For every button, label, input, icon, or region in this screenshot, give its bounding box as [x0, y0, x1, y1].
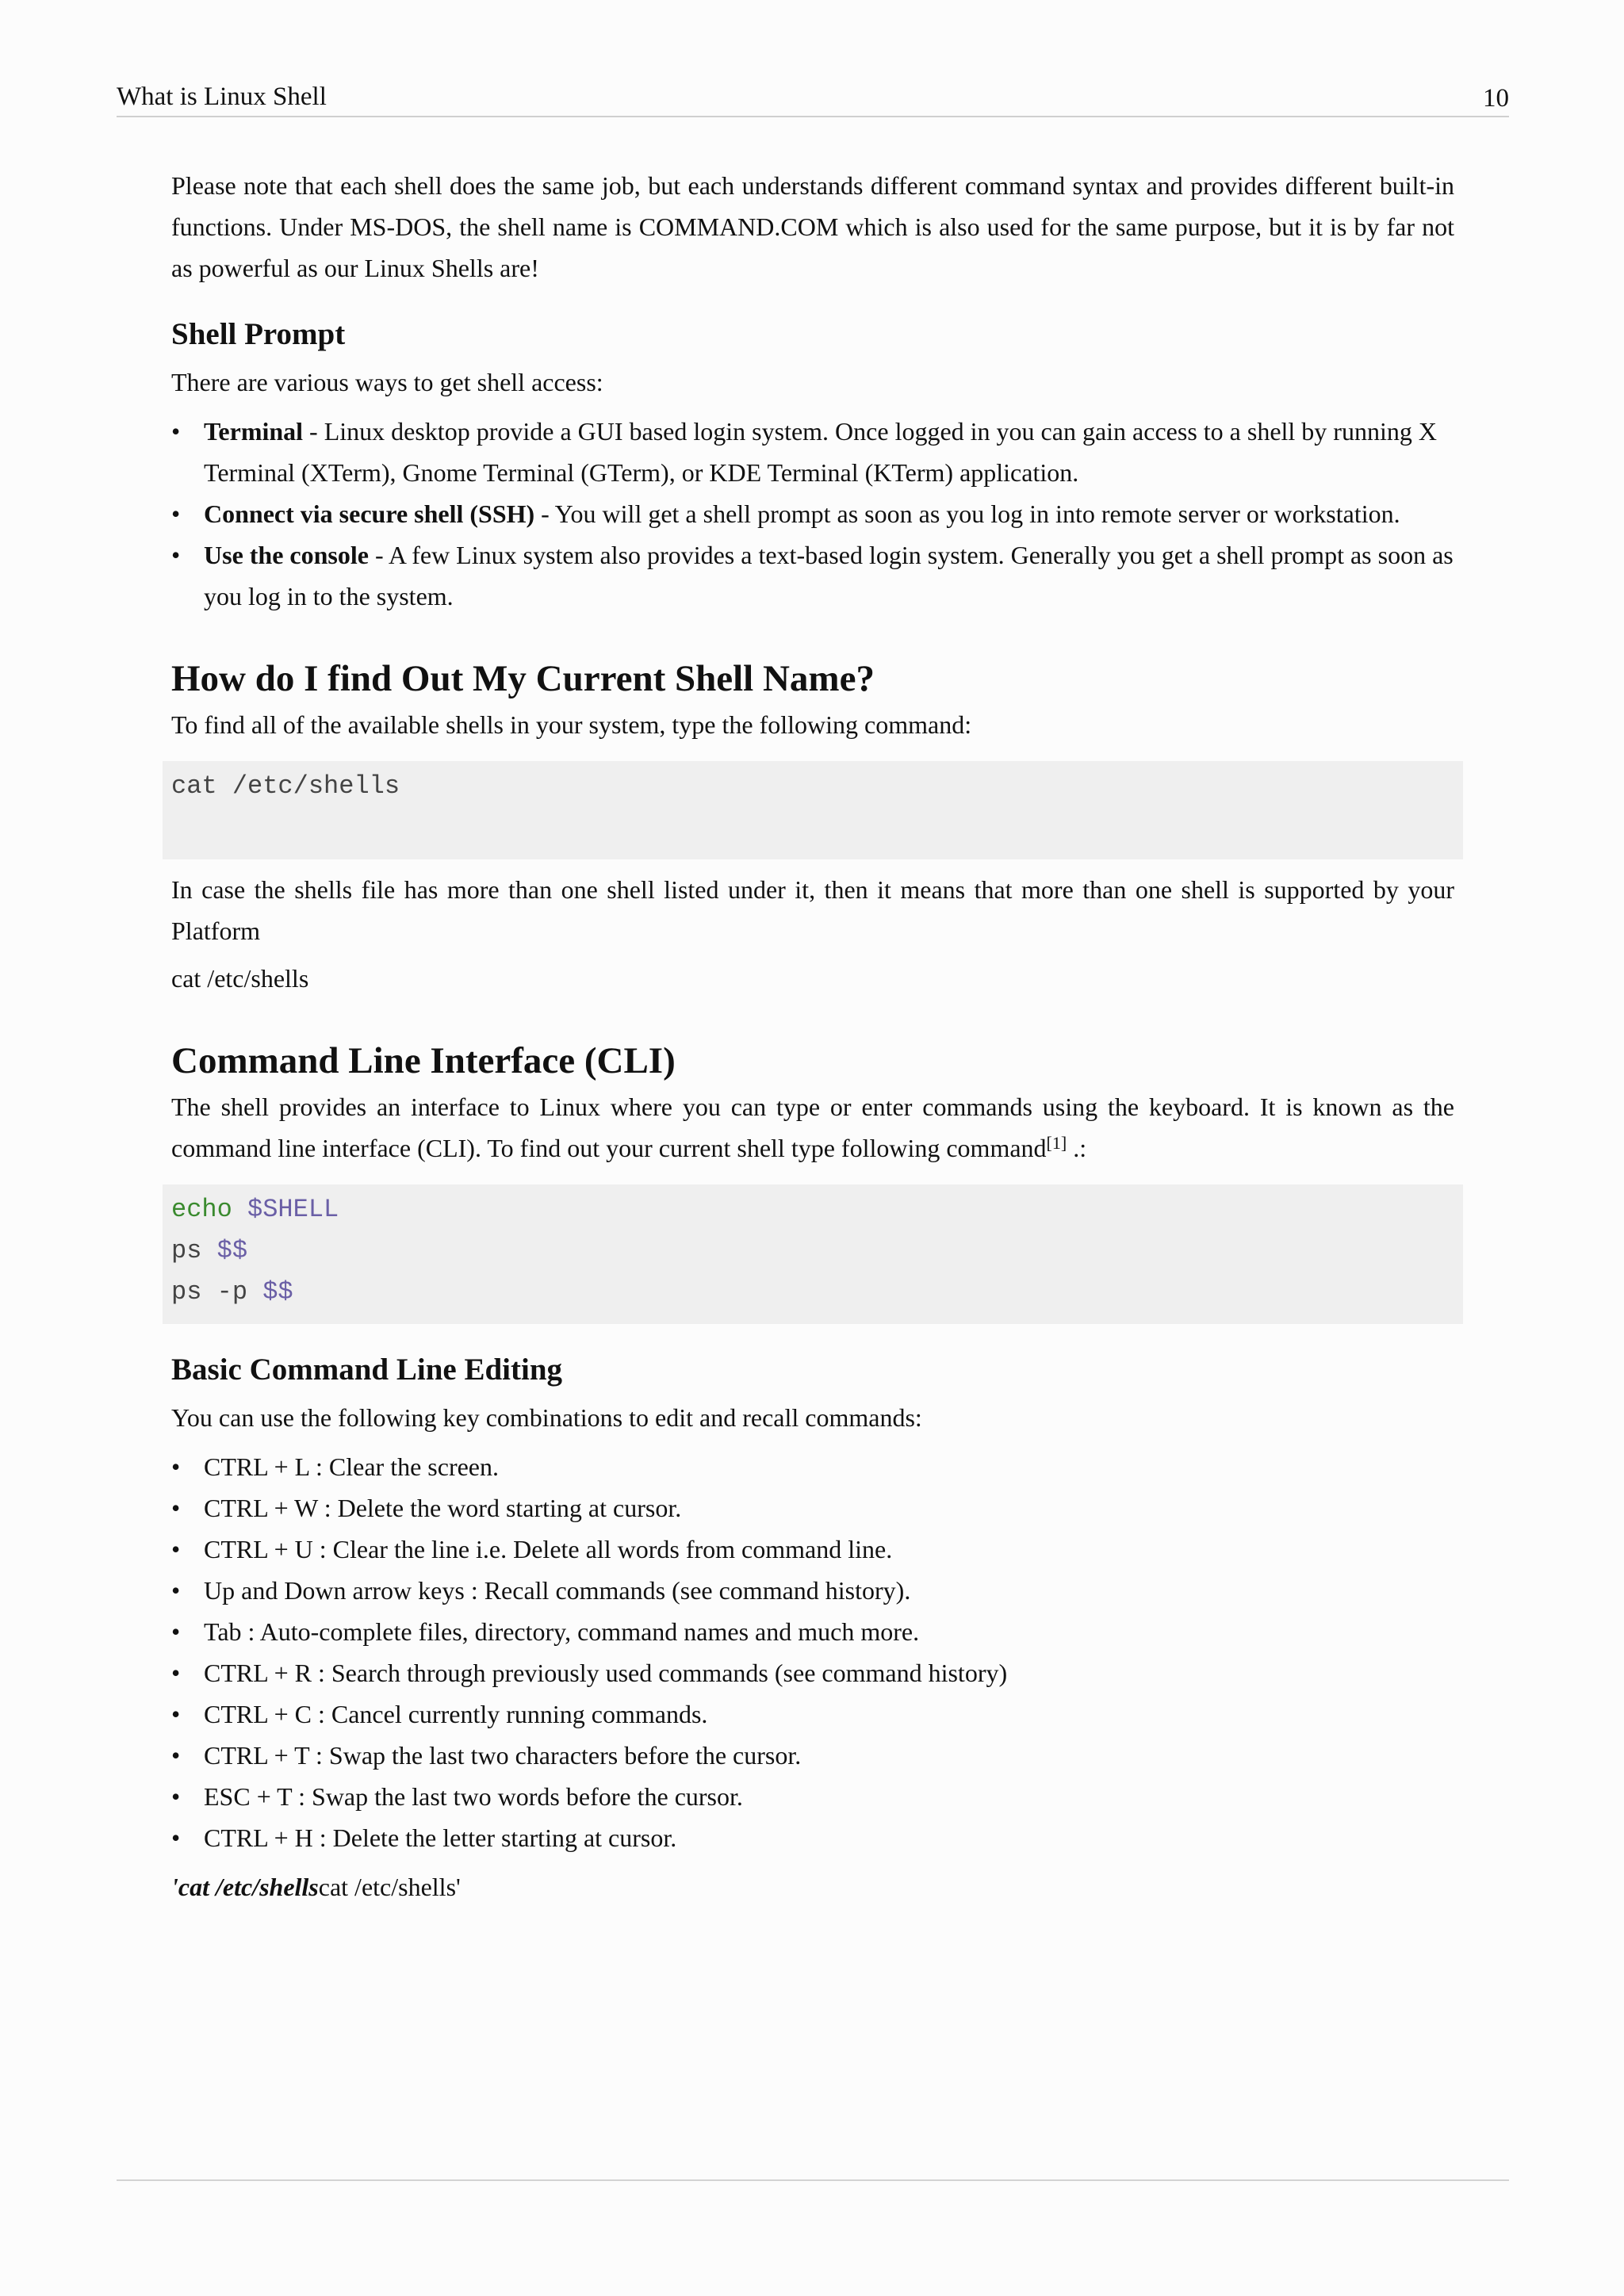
- list-item-term: Connect via secure shell (SSH): [204, 499, 535, 528]
- bullet-icon: •: [171, 499, 181, 528]
- header-title: What is Linux Shell: [117, 82, 327, 111]
- list-item: [171, 1652, 1454, 1693]
- editing-keys-list: [171, 1446, 1454, 1858]
- list-item: [171, 1693, 1454, 1735]
- intro-paragraph: Please note that each shell does the same job, but each understands different command syntax and provides different built-in functions. Under MS-DOS, the shell name is COMMAND.COM which is also used for the same purpose, but it is by far not as powerful as our Linux Shells are!: [171, 171, 1454, 282]
- list-item: [171, 1570, 1454, 1611]
- list-item: [171, 1487, 1454, 1529]
- list-item-text: ESC + T : Swap the last two words before the cursor.: [204, 1782, 743, 1811]
- code-block-shell-check: [163, 1184, 1463, 1324]
- bullet-icon: •: [171, 1576, 181, 1605]
- page-content: [171, 165, 1454, 1908]
- list-item: [171, 1529, 1454, 1570]
- list-item: [171, 1446, 1454, 1487]
- find-shell-lead: To find all of the available shells in your system, type the following command:: [171, 710, 972, 739]
- heading-cli: Command Line Interface (CLI): [171, 1040, 676, 1081]
- bullet-icon: •: [171, 1617, 181, 1646]
- code-variable: $SHELL: [247, 1195, 339, 1224]
- bullet-icon: •: [171, 1782, 181, 1811]
- list-item-term: Terminal: [204, 417, 304, 446]
- code-line: [171, 1189, 1463, 1230]
- code-variable: $$: [262, 1277, 293, 1307]
- final-line-bold: 'cat /etc/shells: [171, 1873, 319, 1901]
- code-variable: $$: [216, 1236, 248, 1265]
- bullet-icon: •: [171, 1659, 181, 1687]
- heading-shell-prompt: Shell Prompt: [171, 317, 346, 351]
- bullet-icon: •: [171, 417, 181, 446]
- page-number: 10: [1483, 84, 1509, 113]
- code-line: cat /etc/shells: [171, 771, 400, 801]
- final-line-rest: cat /etc/shells': [318, 1873, 461, 1901]
- list-item: [171, 1776, 1454, 1817]
- list-item: [171, 493, 1454, 534]
- list-item-text: CTRL + H : Delete the letter starting at cursor.: [204, 1823, 677, 1852]
- editing-lead: You can use the following key combinations to edit and recall commands:: [171, 1403, 922, 1432]
- list-item: [171, 411, 1454, 493]
- list-item-text: Tab : Auto-complete files, directory, command names and much more.: [204, 1617, 920, 1646]
- list-item-text: CTRL + R : Search through previously used commands (see command history): [204, 1659, 1008, 1687]
- code-line: [171, 1230, 1463, 1272]
- footer-rule: [117, 2179, 1509, 2181]
- list-item-term: Use the console: [204, 541, 369, 569]
- bullet-icon: •: [171, 1535, 181, 1563]
- code-command: ps: [171, 1236, 217, 1265]
- shell-prompt-lead: There are various ways to get shell access:: [171, 368, 603, 396]
- heading-find-shell: How do I find Out My Current Shell Name?: [171, 658, 875, 699]
- cli-paragraph: [171, 1086, 1454, 1169]
- list-item-text: CTRL + W : Delete the word starting at cursor.: [204, 1494, 682, 1522]
- cli-text: The shell provides an interface to Linux where you can type or enter commands using the keyboard. It is known as the command line interface (CLI). To find out your current shell type following command: [171, 1093, 1454, 1162]
- heading-basic-editing: Basic Command Line Editing: [171, 1353, 563, 1387]
- bullet-icon: •: [171, 1823, 181, 1852]
- list-item-text: CTRL + T : Swap the last two characters before the cursor.: [204, 1741, 802, 1770]
- list-item-text: CTRL + L : Clear the screen.: [204, 1452, 499, 1481]
- list-item: [171, 1611, 1454, 1652]
- bullet-icon: •: [171, 1741, 181, 1770]
- list-item: [171, 1735, 1454, 1776]
- code-command: echo: [171, 1195, 232, 1224]
- list-item-text: Up and Down arrow keys : Recall commands (see command history).: [204, 1576, 911, 1605]
- bullet-icon: •: [171, 541, 181, 569]
- list-item-text: - You will get a shell prompt as soon as you log in into remote server or workstation.: [534, 499, 1400, 528]
- bullet-icon: •: [171, 1452, 181, 1481]
- bullet-icon: •: [171, 1700, 181, 1728]
- list-item-text: CTRL + C : Cancel currently running commands.: [204, 1700, 708, 1728]
- footnote-ref[interactable]: [1]: [1046, 1133, 1067, 1153]
- bullet-icon: •: [171, 1494, 181, 1522]
- code-command: ps -p: [171, 1277, 263, 1307]
- list-item-text: - A few Linux system also provides a text-based login system. Generally you get a shell prompt as soon as you log in to the system.: [204, 541, 1454, 610]
- list-item: [171, 534, 1454, 617]
- final-line: [171, 1866, 1454, 1908]
- shell-access-list: [171, 411, 1454, 617]
- list-item: [171, 1817, 1454, 1858]
- find-shell-after: In case the shells file has more than one shell listed under it, then it means that more than one shell is supported by your Platform: [171, 875, 1454, 945]
- find-shell-after-command: cat /etc/shells: [171, 964, 309, 993]
- list-item-text: CTRL + U : Clear the line i.e. Delete all words from command line.: [204, 1535, 893, 1563]
- running-header: [117, 76, 1509, 117]
- list-item-text: - Linux desktop provide a GUI based login system. Once logged in you can gain access to a shell by running X Terminal (XTerm), Gnome Terminal (GTerm), or KDE Terminal (KTerm) application.: [204, 417, 1437, 487]
- code-block-cat-shells: [163, 761, 1463, 859]
- code-line: [171, 1272, 1463, 1313]
- cli-text-end: .:: [1067, 1134, 1087, 1162]
